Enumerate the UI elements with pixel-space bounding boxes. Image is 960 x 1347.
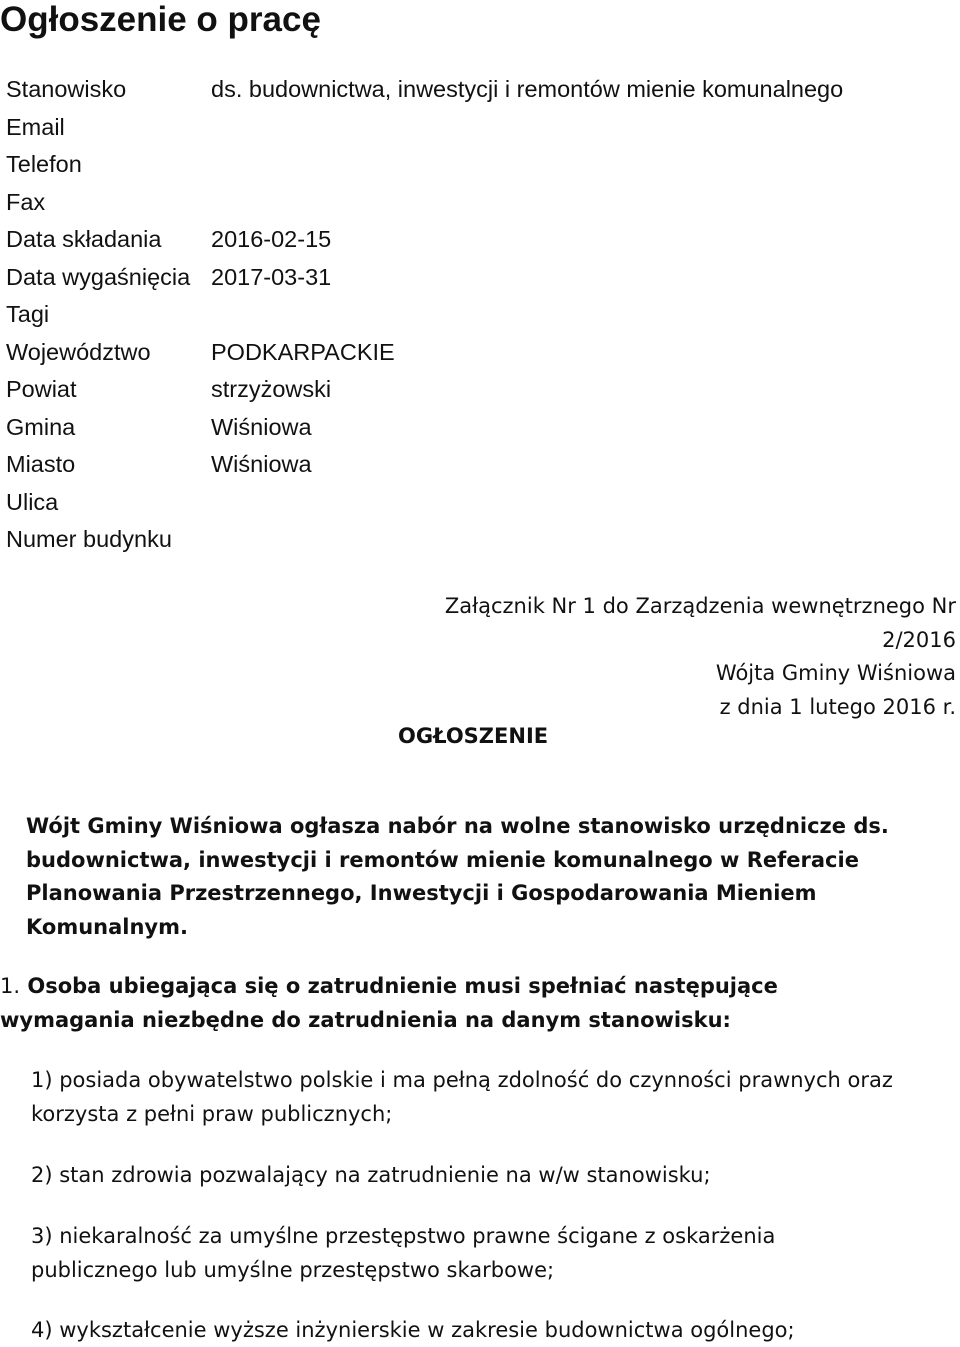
requirement-line: 3) niekaralność za umyślne przestępstwo prawne ścigane z oskarżenia [31,1224,776,1248]
detail-row-city [6,446,843,484]
announcement-heading: OGŁOSZENIE [398,724,549,748]
detail-value [211,109,843,147]
detail-row-street [6,484,843,522]
detail-row-building-number [6,521,843,559]
annex-line: Wójta Gminy Wiśniowa [715,661,956,685]
annex-line: 2/2016 [882,627,956,652]
requirement-line: korzysta z pełni praw publicznych; [31,1102,393,1126]
page-title: Ogłoszenie o pracę [0,0,321,39]
requirements-number: 1. [0,974,21,998]
detail-row-fax [6,184,843,222]
detail-row-commune [6,409,843,447]
detail-value: 2017-03-31 [211,263,332,290]
requirement-item [31,1313,951,1347]
detail-value [211,484,843,522]
detail-label: Powiat [6,376,77,403]
detail-row-expiry-date [6,259,843,297]
intro-line: Komunalnym. [26,914,188,939]
detail-label: Numer budynku [6,526,172,553]
job-details-table [6,71,843,559]
detail-value [211,521,843,559]
detail-row-email [6,109,843,147]
detail-label: Data składania [6,226,162,253]
detail-label: Telefon [6,151,82,178]
annex-line: Załącznik Nr 1 do Zarządzenia wewnętrznego Nr [444,594,956,618]
detail-value [211,146,843,184]
detail-value: PODKARPACKIE [211,338,395,365]
requirement-item [31,1219,951,1287]
requirements-text: Osoba ubiegająca się o zatrudnienie musi spełniać następujące [27,974,778,998]
detail-value [211,184,843,222]
intro-line: budownictwa, inwestycji i remontów mienie komunalnego w Referacie [26,847,859,872]
detail-value: 2016-02-15 [211,226,332,253]
detail-value: Wiśniowa [211,413,312,440]
detail-row-tags [6,296,843,334]
detail-label: Fax [6,188,46,215]
detail-label: Stanowisko [6,76,127,103]
requirement-line: 1) posiada obywatelstwo polskie i ma pełną zdolność do czynności prawnych oraz [31,1068,893,1092]
detail-label: Email [6,113,65,140]
detail-row-county [6,371,843,409]
detail-value: strzyżowski [211,376,332,403]
requirement-line: 2) stan zdrowia pozwalający na zatrudnienie na w/w stanowisku; [31,1163,711,1187]
detail-label: Gmina [6,413,76,440]
detail-row-submission-date [6,221,843,259]
requirement-line: 4) wykształcenie wyższe inżynierskie w zakresie budownictwa ogólnego; [31,1318,795,1342]
detail-label: Miasto [6,451,76,478]
intro-line: Planowania Przestrzennego, Inwestycji i Gospodarowania Mieniem [26,881,817,905]
detail-value: Wiśniowa [211,451,312,478]
requirements-line [0,969,930,1003]
requirement-line: publicznego lub umyślne przestępstwo skarbowe; [31,1258,555,1282]
annex-line: z dnia 1 lutego 2016 r. [719,694,956,719]
detail-value [211,296,843,334]
detail-label: Tagi [6,301,50,328]
detail-label: Data wygaśnięcia [6,263,191,290]
detail-row-voivodeship [6,334,843,372]
announcement-intro [26,810,946,944]
intro-line: Wójt Gminy Wiśniowa ogłasza nabór na wolne stanowisko urzędnicze ds. [26,814,889,838]
requirement-item [31,1063,951,1131]
detail-row-position [6,71,843,109]
requirements-heading [0,969,930,1037]
annex-reference [356,590,956,724]
detail-label: Województwo [6,338,151,365]
requirement-item [31,1158,951,1192]
detail-label: Ulica [6,488,59,515]
detail-value: ds. budownictwa, inwestycji i remontów mienie komunalnego [211,76,844,103]
requirements-line: wymagania niezbędne do zatrudnienia na danym stanowisku: [0,1008,731,1032]
detail-row-phone [6,146,843,184]
